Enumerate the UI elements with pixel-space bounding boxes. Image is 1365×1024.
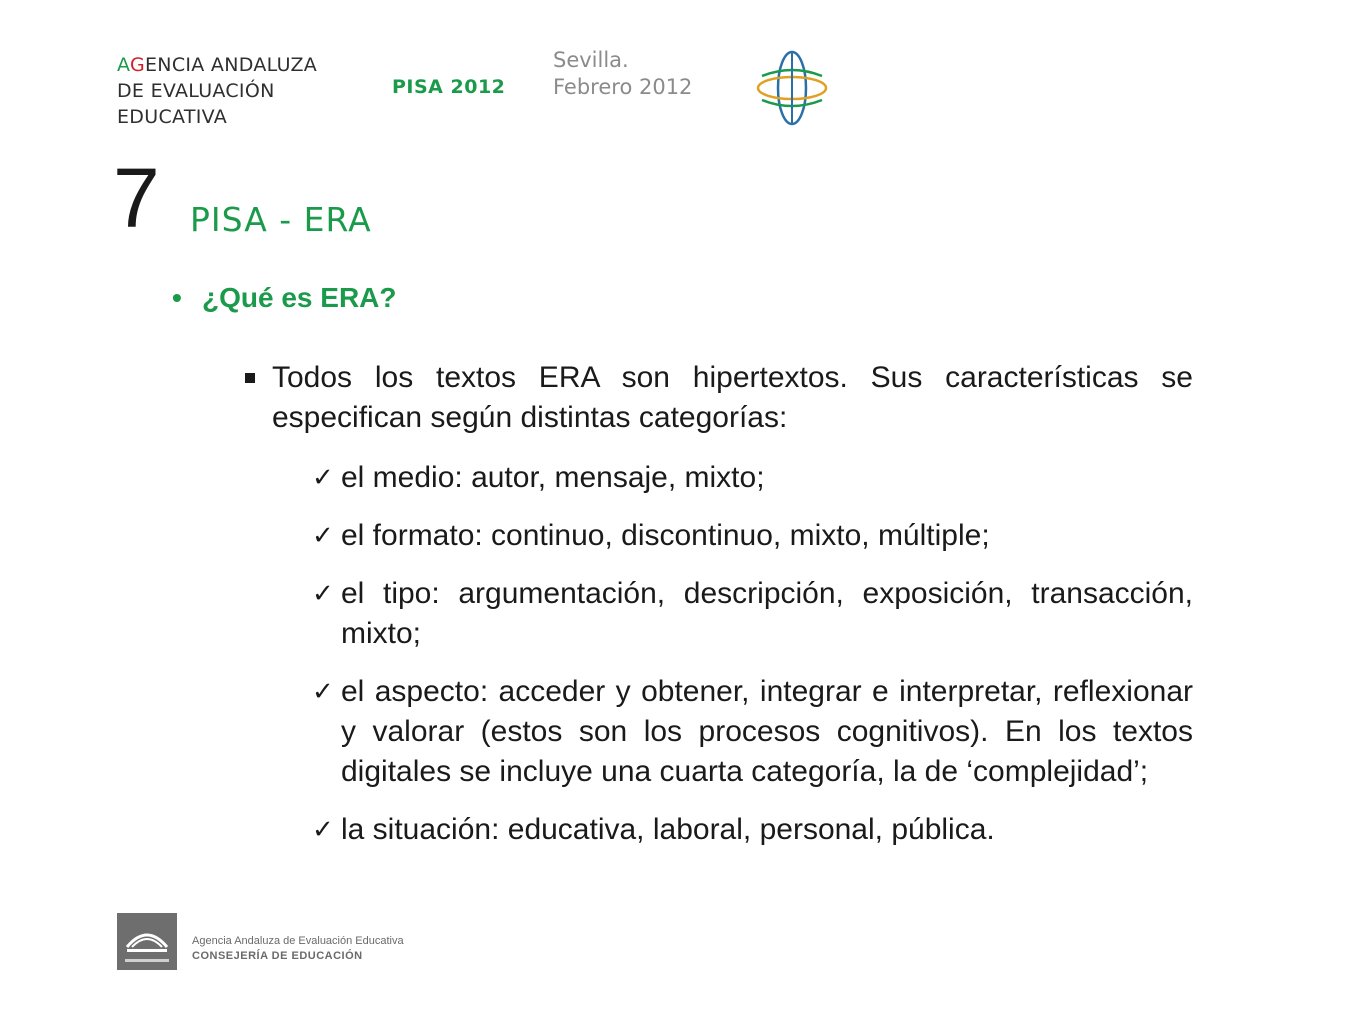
program-label: PISA 2012	[392, 76, 506, 98]
section-number: 7	[113, 151, 160, 245]
city-label: Sevilla.	[553, 48, 629, 72]
checkmark-icon: ✓	[312, 521, 334, 551]
list-item-text: la situación: educativa, laboral, personal, pública.	[341, 813, 995, 846]
section-title: PISA - ERA	[190, 200, 372, 239]
agency-line-1: AGENCIA ANDALUZA	[117, 54, 318, 76]
categories-list	[312, 458, 1193, 850]
list-item	[312, 574, 1193, 654]
list-item-text: el aspecto: acceder y obtener, integrar e interpretar, reflexionar y valorar (estos son los procesos cognitivos). En los textos digitales se incluye una cuarta categoría, la de ‘complejidad’;	[341, 675, 1193, 788]
list-item	[312, 516, 1193, 556]
checkmark-icon: ✓	[312, 815, 334, 845]
agency-line-2: DE EVALUACIÓN	[117, 80, 275, 102]
list-item-text: el medio: autor, mensaje, mixto;	[341, 461, 765, 494]
date-label: Febrero 2012	[553, 75, 693, 99]
footer-text	[192, 934, 404, 964]
question-heading	[172, 282, 396, 314]
agency-name	[117, 52, 317, 130]
place-date	[553, 47, 692, 101]
junta-andalucia-logo-icon	[117, 913, 177, 970]
square-bullet-icon	[245, 373, 255, 383]
agency-line-3: EDUCATIVA	[117, 106, 228, 128]
list-item	[312, 672, 1193, 792]
footer-ministry: CONSEJERÍA DE EDUCACIÓN	[192, 950, 363, 962]
intro-text: Todos los textos ERA son hipertextos. Sus características se especifican según distintas categorías:	[272, 361, 1193, 434]
list-item	[312, 458, 1193, 498]
question-text: ¿Qué es ERA?	[202, 282, 397, 313]
list-item	[312, 810, 1193, 850]
checkmark-icon: ✓	[312, 463, 334, 493]
checkmark-icon: ✓	[312, 579, 334, 609]
list-item-text: el formato: continuo, discontinuo, mixto, múltiple;	[341, 519, 990, 552]
globe-logo-icon	[752, 48, 832, 128]
list-item-text: el tipo: argumentación, descripción, exposición, transacción, mixto;	[341, 577, 1193, 650]
checkmark-icon: ✓	[312, 677, 334, 707]
footer-agency: Agencia Andaluza de Evaluación Educativa	[192, 935, 404, 947]
bullet-icon: •	[172, 282, 182, 313]
intro-paragraph	[245, 358, 1193, 438]
